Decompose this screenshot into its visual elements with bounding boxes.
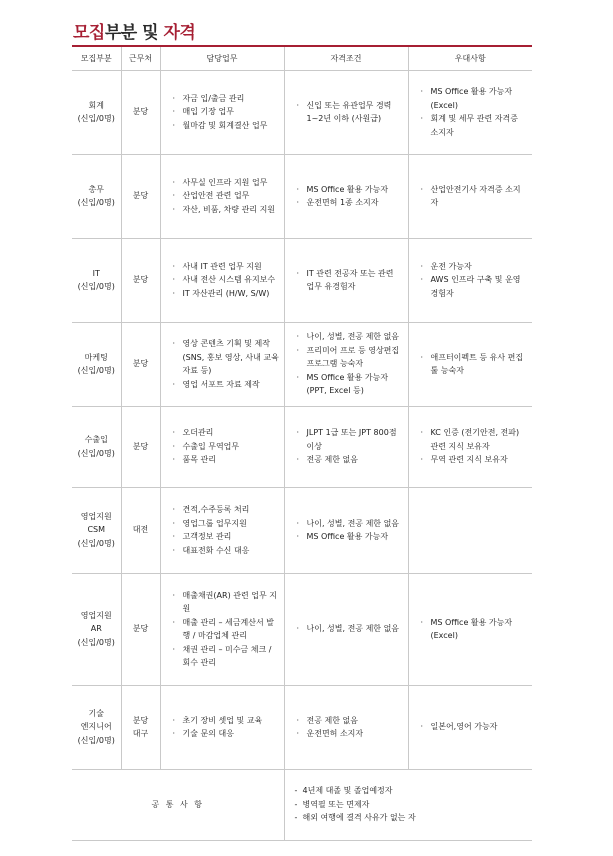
preferences-cell [408, 685, 532, 769]
list-item: · 전공 제한 없음 [297, 714, 404, 728]
duties-cell [160, 154, 284, 238]
category-cell [72, 322, 121, 406]
list-item: · 운전면허 1종 소지자 [297, 196, 404, 210]
preferences-cell [408, 238, 532, 322]
list-item: · 신입 또는 유관업무 경력 1~2년 이하 (사원급) [297, 99, 404, 126]
category-text: (신입/0명) [77, 735, 115, 745]
list-item: · 수출입 무역업무 [173, 440, 280, 454]
list-item: · IT 자산관리 (H/W, S/W) [173, 287, 280, 301]
recruitment-table [72, 47, 532, 841]
common-row [72, 769, 532, 840]
list-item: · 영업 서포트 자료 제작 [173, 378, 280, 392]
duties-list [173, 260, 280, 301]
qualifications-list [297, 330, 404, 398]
duties-cell [160, 238, 284, 322]
preferences-cell [408, 573, 532, 685]
table-row [72, 238, 532, 322]
category-text: 기술 [88, 708, 104, 718]
category-text: (신입/0명) [77, 114, 115, 123]
list-item: · 사내 전산 시스템 유지보수 [173, 273, 280, 287]
category-text: IT [92, 268, 100, 278]
qualifications-cell [284, 322, 408, 406]
duties-list [173, 92, 280, 133]
category-text: (신입/0명) [77, 282, 115, 291]
common-items-list [295, 784, 529, 825]
category-text: 마케팅 [84, 352, 108, 362]
table-row [72, 70, 532, 154]
header-location: 근무처 [121, 47, 160, 70]
list-item: · 무역 관련 지식 보유자 [421, 453, 529, 467]
duties-list [173, 337, 280, 391]
list-item: · MS Office 활용 가능자 (PPT, Excel 등) [297, 371, 404, 398]
list-item: · 매입 기장 업무 [173, 105, 280, 119]
qualifications-cell [284, 573, 408, 685]
list-item: · 산업안전 관련 업무 [173, 189, 280, 203]
header-preferences: 우대사항 [408, 47, 532, 70]
list-item: · 자산, 비품, 차량 관리 지원 [173, 203, 280, 217]
list-item: · 채권 관리 – 미수금 체크 / 회수 관리 [173, 643, 280, 670]
location-cell: 분당 [121, 70, 160, 154]
category-text: (신입/0명) [77, 637, 115, 647]
list-item: · 영상 콘텐츠 기획 및 제작 (SNS, 홍보 영상, 사내 교육 자료 등) [173, 337, 280, 378]
list-item: · 고객정보 관리 [173, 530, 280, 544]
list-item: · MS Office 활용 가능자 [297, 183, 404, 197]
category-text: CSM [87, 525, 106, 535]
list-item: · 품목 관리 [173, 453, 280, 467]
location-cell: 분당 대구 [121, 685, 160, 769]
list-item: · 매출채권(AR) 관련 업무 지원 [173, 589, 280, 616]
qualifications-cell [284, 685, 408, 769]
qualifications-cell [284, 154, 408, 238]
list-item: · 나이, 성별, 전공 제한 없음 [297, 330, 404, 344]
duties-list [173, 503, 280, 557]
table-row [72, 154, 532, 238]
list-item: · IT 관련 전공자 또는 관련 업무 유경험자 [297, 267, 404, 294]
table-row [72, 406, 532, 487]
category-cell [72, 573, 121, 685]
preferences-cell [408, 322, 532, 406]
category-text: (신입/0명) [77, 366, 115, 375]
list-item: · KC 인증 (전기안전, 전파) 관련 지식 보유자 [421, 426, 529, 453]
qualifications-list [297, 267, 404, 294]
duties-list [173, 176, 280, 217]
list-item: · 초기 장비 셋업 및 교육 [173, 714, 280, 728]
preferences-cell [408, 487, 532, 573]
location-cell: 분당 [121, 322, 160, 406]
qualifications-list [297, 99, 404, 126]
preferences-cell [408, 406, 532, 487]
title-part-3: 자격 [163, 23, 196, 43]
category-text: 총무 [88, 184, 104, 194]
list-item: · MS Office 활용 가능자 (Excel) [421, 616, 529, 643]
header-qualifications: 자격조건 [284, 47, 408, 70]
duties-cell [160, 406, 284, 487]
table-row [72, 322, 532, 406]
preferences-cell [408, 154, 532, 238]
list-item: · 자금 입/출금 관리 [173, 92, 280, 106]
list-item: · 프리미어 프로 등 영상편집 프로그램 능숙자 [297, 344, 404, 371]
duties-cell [160, 573, 284, 685]
preferences-list [421, 426, 529, 467]
list-item: · 기술 문의 대응 [173, 727, 280, 741]
location-cell: 분당 [121, 573, 160, 685]
qualifications-list [297, 183, 404, 210]
list-item: · 매출 관리 – 세금계산서 발행 / 마감업체 관리 [173, 616, 280, 643]
category-cell [72, 154, 121, 238]
qualifications-list [297, 714, 404, 741]
list-item: · MS Office 활용 가능자 (Excel) [421, 85, 529, 112]
category-text: (신입/0명) [77, 198, 115, 207]
list-item: · 월마감 및 회계결산 업무 [173, 119, 280, 133]
page-title [73, 18, 195, 43]
qualifications-cell [284, 70, 408, 154]
table-row [72, 487, 532, 573]
title-part-2: 부분 및 [104, 23, 164, 43]
list-item: · 일본어,영어 가능자 [421, 720, 529, 734]
table-row [72, 685, 532, 769]
list-item: · 산업안전기사 자격증 소지자 [421, 183, 529, 210]
list-item: · 전공 제한 없음 [297, 453, 404, 467]
preferences-cell [408, 70, 532, 154]
qualifications-list [297, 426, 404, 467]
list-item: · 회계 및 세무 관련 자격증 소지자 [421, 112, 529, 139]
title-part-1: 모집 [73, 23, 105, 43]
category-text: 영업지원 [80, 511, 112, 521]
location-cell: 분당 [121, 406, 160, 487]
list-item: · MS Office 활용 가능자 [297, 530, 404, 544]
preferences-list [421, 351, 529, 378]
list-item: · 견적,수주등록 처리 [173, 503, 280, 517]
location-cell: 분당 [121, 238, 160, 322]
common-label: 공 통 사 항 [72, 769, 284, 840]
list-item: · 사무실 인프라 지원 업무 [173, 176, 280, 190]
preferences-list [421, 85, 529, 139]
list-item: · 나이, 성별, 전공 제한 없음 [297, 517, 404, 531]
list-item: · 운전면허 소지자 [297, 727, 404, 741]
list-item: · 애프터이펙트 등 유사 편집툴 능숙자 [421, 351, 529, 378]
list-item: · 사내 IT 관련 업무 지원 [173, 260, 280, 274]
category-text: (신입/0명) [77, 448, 115, 458]
list-item: - 병역필 또는 면제자 [295, 798, 529, 812]
header-row [72, 47, 532, 70]
preferences-list [421, 260, 529, 301]
qualifications-cell [284, 406, 408, 487]
qualifications-list [297, 622, 404, 636]
header-category: 모집부분 [72, 47, 121, 70]
preferences-list [421, 183, 529, 210]
category-cell [72, 238, 121, 322]
list-item: · 영업그룹 업무지원 [173, 517, 280, 531]
category-cell [72, 70, 121, 154]
header-duties: 담당업무 [160, 47, 284, 70]
duties-cell [160, 70, 284, 154]
duties-cell [160, 487, 284, 573]
category-text: 회계 [88, 100, 104, 110]
location-cell: 대전 [121, 487, 160, 573]
list-item: · 오더관리 [173, 426, 280, 440]
qualifications-list [297, 517, 404, 544]
category-text: (신입/0명) [77, 538, 115, 548]
category-cell [72, 406, 121, 487]
table-row [72, 573, 532, 685]
duties-list [173, 714, 280, 741]
list-item: - 해외 여행에 결격 사유가 없는 자 [295, 811, 529, 825]
qualifications-cell [284, 238, 408, 322]
duties-list [173, 426, 280, 467]
list-item: · JLPT 1급 또는 JPT 800점 이상 [297, 426, 404, 453]
category-text: 영업지원 [80, 610, 112, 620]
preferences-list [421, 616, 529, 643]
list-item: · 나이, 성별, 전공 제한 없음 [297, 622, 404, 636]
list-item: · AWS 인프라 구축 및 운영 경험자 [421, 273, 529, 300]
category-text: 엔지니어 [80, 722, 112, 732]
qualifications-cell [284, 487, 408, 573]
category-text: AR [90, 624, 102, 634]
duties-list [173, 589, 280, 670]
category-text: 수출입 [84, 435, 108, 444]
common-items-cell [284, 769, 532, 840]
category-cell [72, 685, 121, 769]
location-cell: 분당 [121, 154, 160, 238]
list-item: · 대표전화 수신 대응 [173, 544, 280, 558]
list-item: - 4년제 대졸 및 졸업예정자 [295, 784, 529, 798]
list-item: · 운전 가능자 [421, 260, 529, 274]
duties-cell [160, 685, 284, 769]
duties-cell [160, 322, 284, 406]
category-cell [72, 487, 121, 573]
preferences-list [421, 720, 529, 734]
